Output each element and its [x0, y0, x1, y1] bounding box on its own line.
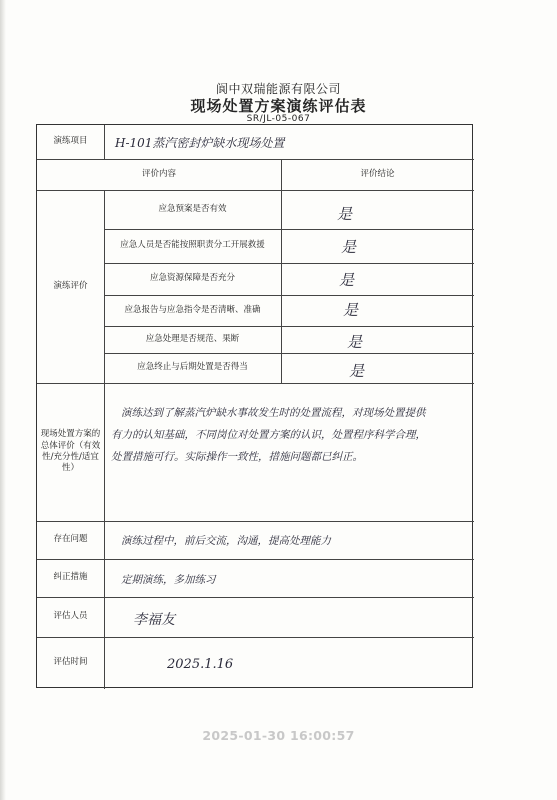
criterion-content: 应急预案是否有效	[158, 203, 227, 214]
eval-content-header: 评价内容	[141, 168, 176, 179]
overall-eval-label: 现场处置方案的总体评价（有效性/充分性/适宜性）	[40, 429, 101, 474]
eval-conclusion-header: 评价结论	[360, 168, 395, 179]
company-name: 阆中双瑞能源有限公司	[215, 82, 341, 96]
criterion-result: 是	[347, 333, 363, 351]
evaluator-signature: 李福友	[133, 612, 175, 628]
criterion-content: 应急报告与应急指令是否清晰、准确	[124, 304, 261, 315]
overall-eval-line: 处置措施可行。实际操作一致性，措施问题都已纠正。	[111, 451, 363, 463]
criterion-result: 是	[343, 301, 359, 319]
criterion-content: 应急资源保障是否充分	[149, 273, 235, 284]
evaluator-label: 评估人员	[53, 611, 88, 622]
overall-eval-line: 有力的认知基础，不同岗位对处置方案的认识，处置程序科学合理，	[111, 429, 426, 441]
eval-time-label: 评估时间	[53, 657, 88, 668]
eval-time-value: 2025.1.16	[167, 657, 234, 672]
criterion-result: 是	[349, 362, 365, 380]
row-divider	[37, 383, 474, 384]
drill-eval-label: 演练评价	[53, 280, 88, 291]
form-title: 现场处置方案演练评估表	[190, 97, 367, 115]
col-divider	[104, 125, 105, 159]
drill-project-value: H-101蒸汽密封炉缺水现场处置	[115, 136, 285, 150]
corrective-value: 定期演练，多加练习	[121, 574, 216, 586]
criterion-result: 是	[337, 205, 353, 223]
scan-timestamp: 2025-01-30 16:00:57	[202, 728, 355, 743]
criterion-content: 应急人员是否能按照职责分工开展救援	[120, 240, 265, 251]
overall-eval-line: 演练达到了解蒸汽炉缺水事故发生时的处置流程，对现场处置提供	[121, 407, 426, 419]
evaluation-form	[36, 124, 473, 688]
criterion-result: 是	[341, 238, 357, 256]
criterion-result: 是	[339, 271, 355, 289]
issues-value: 演练过程中，前后交流，沟通，提高处理能力	[121, 535, 331, 547]
issues-label: 存在问题	[53, 534, 88, 545]
col-divider	[281, 159, 282, 383]
criterion-content: 应急处理是否规范、果断	[145, 333, 240, 344]
drill-project-label: 演练项目	[53, 136, 88, 147]
corrective-label: 纠正措施	[53, 572, 88, 583]
doc-code: SR/JL-05-067	[246, 114, 311, 124]
criterion-content: 应急终止与后期处置是否得当	[137, 362, 248, 373]
